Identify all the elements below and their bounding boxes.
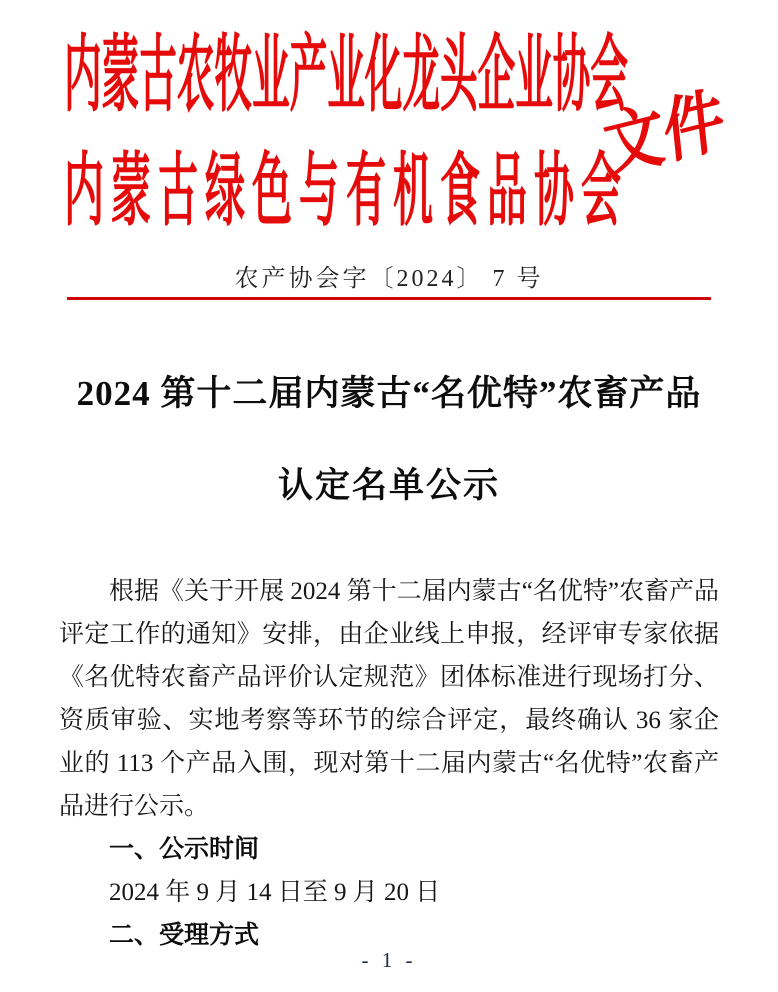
document-title-line1: 2024 第十二届内蒙古“名优特”农畜产品 bbox=[76, 374, 702, 413]
body-paragraph: 根据《关于开展 2024 第十二届内蒙古“名优特”农畜产品评定工作的通知》安排，由企业线上申报，经评审专家依据《名优特农畜产品评价认定规范》团体标准进行现场打分、资质审验、实地考察等环节的综合评定，最终确认 36 家企业的 113 个产品入围，现对第十二届内蒙古“名优特”农畜产品进行公示。 bbox=[59, 578, 719, 820]
letterhead-line2-wrap bbox=[64, 148, 634, 244]
section1-heading: 一、公示时间 bbox=[109, 836, 260, 863]
document-title-line2: 认定名单公示 bbox=[277, 466, 500, 505]
letterhead-line1-wrap bbox=[64, 29, 634, 126]
section2-heading: 二、受理方式 bbox=[109, 922, 260, 949]
letterhead-org-name-1: 内蒙古农牧业产业化龙头企业协会 bbox=[64, 29, 628, 123]
red-divider-line bbox=[67, 297, 711, 300]
letterhead-document-word: 文件 bbox=[599, 81, 729, 189]
letterhead-org-name-2: 内蒙古绿色与有机食品协会 bbox=[64, 148, 628, 236]
document-reference-number: 农产协会字〔2024〕 7 号 bbox=[234, 266, 544, 292]
page-number: - 1 - bbox=[361, 948, 417, 972]
document-body bbox=[59, 570, 719, 957]
section1-date-range: 2024 年 9 月 14 日至 9 月 20 日 bbox=[109, 879, 441, 906]
